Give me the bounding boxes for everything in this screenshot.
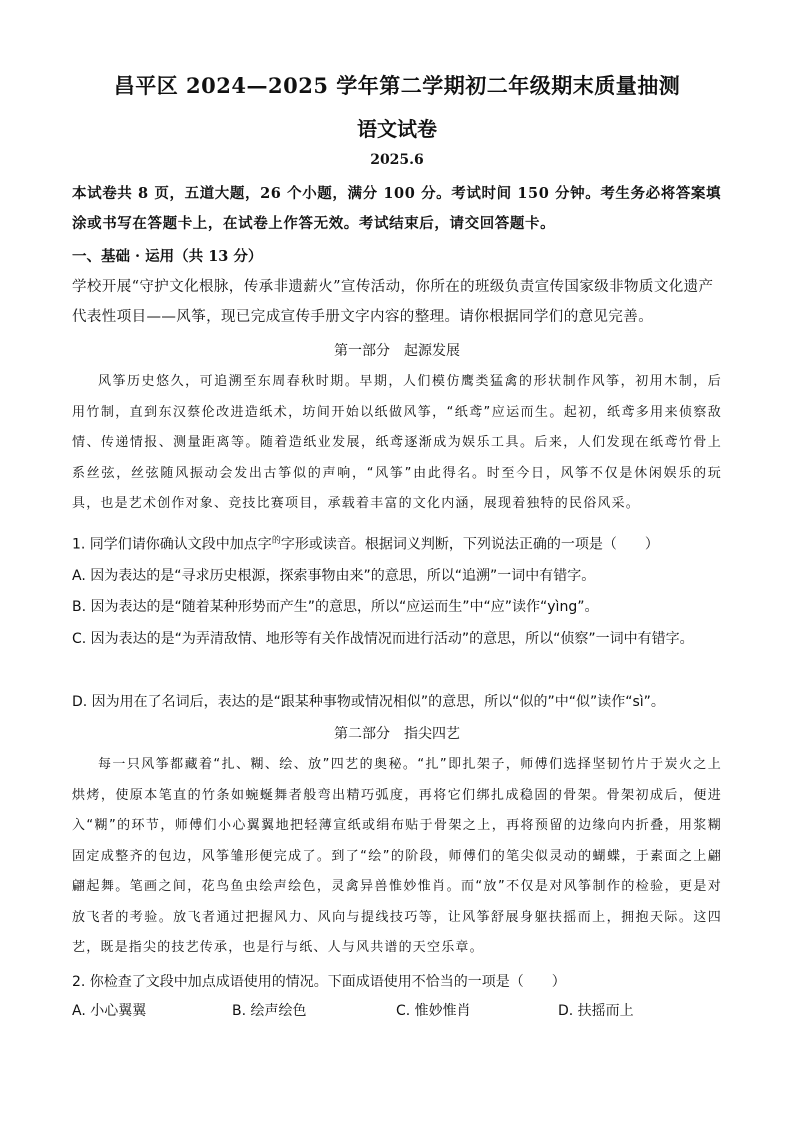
question1-stem-pre: 1. 同学们请你确认文段中加点字	[72, 536, 272, 553]
subject-title: 语文试卷	[357, 117, 437, 141]
question1-stem-mark: 的	[271, 536, 281, 546]
question1-option-d: D. 因为用在了名词后，表达的是“跟某种事物或情况相似”的意思，所以“似的”中“似”读作“sì”。	[72, 694, 665, 710]
part2-title: 第二部分 指尖四艺	[334, 726, 460, 742]
question2-option-d: D. 扶摇而上	[558, 1003, 634, 1019]
section-intro: 学校开展“守护文化根脉，传承非遗薪火”宣传活动，你所在的班级负责宣传国家级非物质文化遗产代表性项目——风筝，现已完成宣传手册文字内容的整理。请你根据同学们的意见完善。	[72, 279, 714, 325]
part2-passage: 每一只风筝都藏着“扎、糊、绘、放”四艺的奥秘。“扎”即扎架子，师傅们选择坚韧竹片于炭火之上烘烤，使原本笔直的竹条如蜿蜒舞者般弯出精巧弧度，再将它们绑扎成稳固的骨架。骨架初成后，便进入“糊”的环节，师傅们小心翼翼地把轻薄宣纸或绢布贴于骨架之上，再将预留的边缘向内折叠，用浆糊固定成整齐的包边，风筝雏形便完成了。到了“绘”的阶段，师傅们的笔尖似灵动的蝴蝶，于素面之上翩翩起舞。笔画之间，花鸟鱼虫绘声绘色，灵禽异兽惟妙惟肖。而“放”不仅是对风筝制作的检验，更是对放飞者的考验。放飞者通过把握风力、风向与提线技巧等，让风筝舒展身躯扶摇而上，拥抱天际。这四艺，既是指尖的技艺传承，也是行与纸、人与风共谱的天空乐章。	[72, 757, 722, 955]
question1-option-c: C. 因为表达的是“为弄清敌情、地形等有关作战情况而进行活动”的意思，所以“侦察”一词中有错字。	[72, 631, 694, 647]
question2-stem: 2. 你检查了文段中加点成语使用的情况。下面成语使用不恰当的一项是（ ）	[72, 974, 566, 990]
question2-options	[72, 1000, 724, 1030]
exam-title: 昌平区 2024—2025 学年第二学期初二年级期末质量抽测	[113, 73, 681, 98]
exam-date: 2025.6	[370, 152, 424, 168]
question2-option-b: B. 绘声绘色	[232, 1003, 307, 1019]
question1-stem	[72, 526, 724, 561]
exam-instructions: 本试卷共 8 页，五道大题，26 个小题，满分 100 分。考试时间 150 分钟。考生务必将答案填涂或书写在答题卡上，在试卷上作答无效。考试结束后，请交回答题卡。	[72, 185, 722, 232]
part1-title: 第一部分 起源发展	[334, 343, 460, 359]
question2-option-c: C. 惟妙惟肖	[396, 1003, 471, 1019]
section-heading: 一、基础 · 运用（共 13 分）	[72, 248, 263, 265]
question1-stem-post: 字形或读音。根据词义判断，下列说法正确的一项是（ ）	[280, 536, 659, 553]
question2-option-a: A. 小心翼翼	[72, 1003, 147, 1019]
part1-passage: 风筝历史悠久，可追溯至东周春秋时期。早期，人们模仿鹰类猛禽的形状制作风筝，初用木制，后用竹制，直到东汉蔡伦改进造纸术，坊间开始以纸做风筝，“纸鸢”应运而生。起初，纸鸢多用来侦察敌情、传递情报、测量距离等。随着造纸业发展，纸鸢逐渐成为娱乐工具。后来，人们发现在纸鸢竹骨上系丝弦，丝弦随风振动会发出古筝似的声响，“风筝”由此得名。时至今日，风筝不仅是休闲娱乐的玩具，也是艺术创作对象、竞技比赛项目，承载着丰富的文化内涵，展现着独特的民俗风采。	[72, 374, 722, 511]
question1-option-b: B. 因为表达的是“随着某种形势而产生”的意思，所以“应运而生”中“应”读作“yìng”。	[72, 599, 599, 615]
question1-option-a: A. 因为表达的是“寻求历史根源，探索事物由来”的意思，所以“追溯”一词中有错字。	[72, 568, 596, 584]
